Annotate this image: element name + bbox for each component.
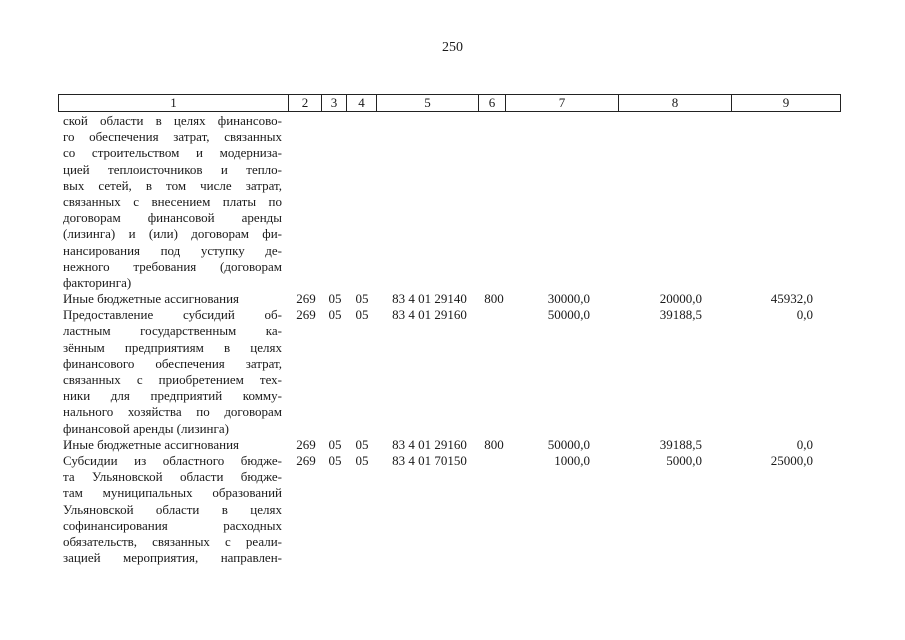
column-header: 9 — [732, 95, 841, 112]
column-header: 7 — [506, 95, 619, 112]
column-header: 8 — [619, 95, 732, 112]
subsection-code: 05 — [355, 307, 369, 323]
section-code: 05 — [328, 291, 342, 307]
section-code: 05 — [328, 436, 342, 452]
expense-type-code: 800 — [484, 291, 504, 307]
subsection-code: 05 — [355, 291, 369, 307]
amount-col-9: 0,0 — [796, 436, 813, 452]
row-name: Иные бюджетные ассигнования — [63, 436, 240, 452]
subsection-code: 05 — [355, 436, 369, 452]
amount-col-7: 50000,0 — [547, 436, 590, 452]
target-article-code: 83 4 01 70150 — [392, 452, 467, 468]
admin-code: 269 — [296, 307, 316, 323]
column-header: 1 — [59, 95, 289, 112]
admin-code: 269 — [296, 436, 316, 452]
expense-type-code — [480, 307, 508, 323]
amount-col-8: 20000,0 — [659, 291, 702, 307]
target-article-code: 83 4 01 29160 — [392, 436, 467, 452]
expense-type-code — [480, 453, 508, 469]
row-name: ской области в целях финансово- го обеспечения затрат, связанных со строительством и модерниза- цией теплоисточников и тепло- вых сетей, в том числе затрат, связанных с внесением платы по договорам финансовой аренды (лизинга) и (или) договорам фи- нансирования под уступку де- нежного требования (договорам факторинга) — [63, 113, 282, 290]
section-code: 05 — [328, 307, 342, 323]
column-header: 5 — [377, 95, 479, 112]
admin-code: 269 — [296, 452, 316, 468]
table-row — [0, 291, 905, 307]
row-name: Субсидии из областного бюдже- та Ульяновской области бюдже- там муниципальных образований Ульяновской области в целях софинансирования расходных обязательств, связанных с реали- зацией мероприятия, направлен- — [63, 452, 282, 566]
subsection-code: 05 — [355, 452, 369, 468]
table-row — [0, 113, 905, 291]
page-number: 250 — [442, 40, 463, 55]
table-row — [0, 453, 905, 566]
amount-col-9: 45932,0 — [770, 291, 813, 307]
table-body — [0, 113, 905, 566]
section-code: 05 — [328, 452, 342, 468]
amount-col-8: 39188,5 — [659, 436, 702, 452]
amount-col-9: 25000,0 — [770, 452, 813, 468]
column-header: 4 — [347, 95, 377, 112]
column-header: 3 — [322, 95, 347, 112]
column-header-row — [59, 95, 841, 112]
column-header-table — [58, 94, 841, 112]
column-header: 2 — [289, 95, 322, 112]
target-article-code: 83 4 01 29140 — [392, 291, 467, 307]
column-header: 6 — [479, 95, 506, 112]
amount-col-8: 39188,5 — [659, 307, 702, 323]
amount-col-8: 5000,0 — [666, 452, 702, 468]
amount-col-7: 1000,0 — [554, 452, 590, 468]
amount-col-7: 50000,0 — [547, 307, 590, 323]
table-row — [0, 437, 905, 453]
amount-col-7: 30000,0 — [547, 291, 590, 307]
admin-code: 269 — [296, 291, 316, 307]
expense-type-code: 800 — [484, 436, 504, 452]
table-row — [0, 307, 905, 437]
row-name: Иные бюджетные ассигнования — [63, 291, 240, 307]
target-article-code: 83 4 01 29160 — [392, 307, 467, 323]
amount-col-9: 0,0 — [796, 307, 813, 323]
row-name: Предоставление субсидий об- ластным государственным ка- зённым предприятиям в целях финансового обеспечения затрат, связанных с приобретением тех- ники для предприятий комму- нального хозяйства по договорам финансовой аренды (лизинга) — [63, 307, 282, 436]
